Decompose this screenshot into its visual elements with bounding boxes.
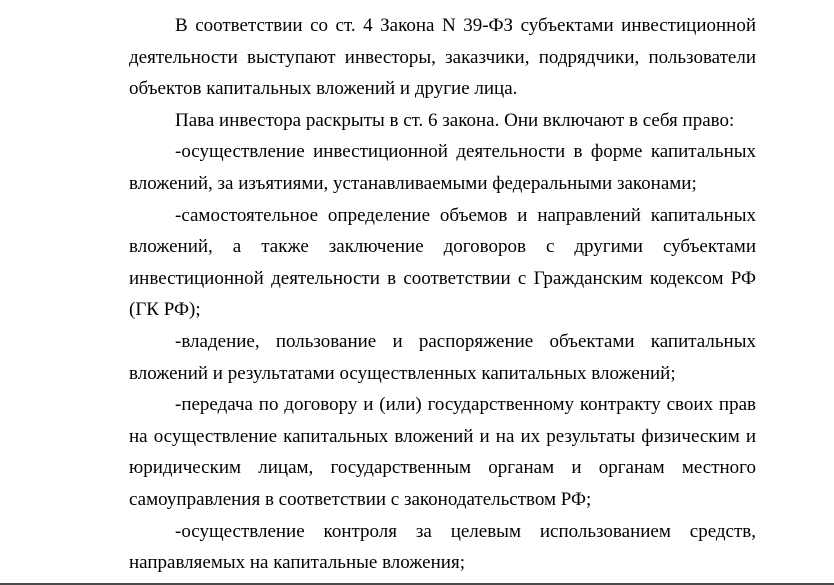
paragraph-subjects: В соответствии со ст. 4 Закона N 39-ФЗ субъектами инвестиционной деятельности выступают инвесторы, заказчики, подрядчики, пользователи объектов капитальных вложений и другие лица. [129,15,756,100]
document-body [129,10,756,579]
paragraph-right-ownership: -владение, пользование и распоряжение объектами капитальных вложений и результатами осуществленных капитальных вложений; [129,330,756,384]
paragraph-right-investment-activity: -осуществление инвестиционной деятельности в форме капитальных вложений, за изъятиями, устанавливаемыми федеральными законами; [129,141,756,194]
paragraph-right-determination: -самостоятельное определение объемов и направлений капитальных вложений, а также заключение договоров с другими субъектами инвестиционной деятельности в соответствии с Гражданским кодексом РФ (ГК РФ); [129,204,756,321]
paragraph-right-control: -осуществление контроля за целевым использованием средств, направляемых на капитальные вложения; [129,520,756,574]
paragraph-investor-rights-intro: Пава инвестора раскрыты в ст. 6 закона. Они включают в себя право: [175,109,735,131]
paragraph-right-transfer: -передача по договору и (или) государственному контракту своих прав на осуществление капитальных вложений и на их результаты физическим и юридическим лицам, государственным органам и органам местного самоуправления в соответствии с законодательством РФ; [129,394,756,510]
